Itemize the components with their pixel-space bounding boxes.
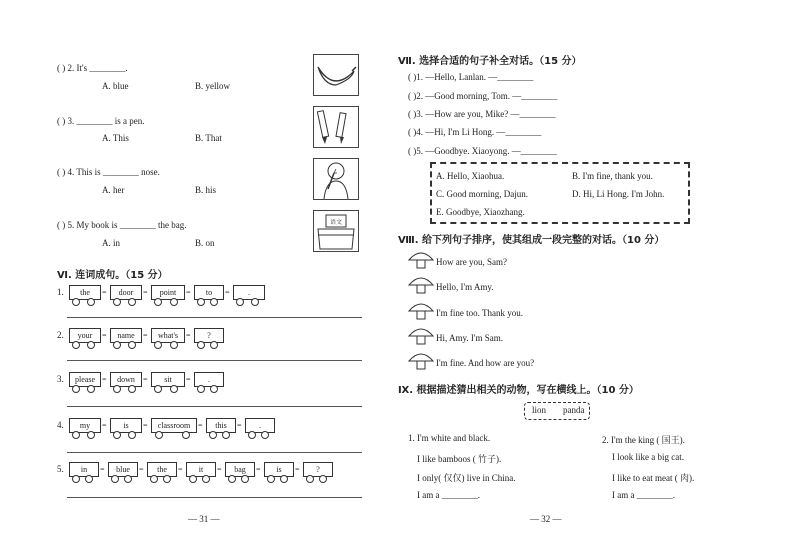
wheel	[210, 341, 218, 349]
sentence-line: Hi, Amy. I'm Sam.	[436, 333, 504, 343]
word-train-row	[57, 285, 357, 307]
wheel	[267, 475, 275, 483]
row-number: 2.	[57, 330, 64, 340]
option-d: D. Hi, Li Hong. I'm John.	[572, 189, 665, 199]
option-b: B. I'm fine, thank you.	[572, 171, 653, 181]
word-card: sit	[151, 372, 185, 387]
wheel	[154, 385, 162, 393]
wheel	[87, 341, 95, 349]
connector: =	[198, 421, 203, 430]
wheel	[128, 341, 136, 349]
mc-question-3: ( ) 3. ________ is a pen.	[57, 116, 145, 126]
riddle-line: 2. I'm the king ( 国王).	[602, 435, 685, 445]
mc-option-a: A. in	[102, 238, 120, 248]
word-card: your	[69, 328, 101, 343]
dialogue-item: ( )4. —Hi, I'm Li Hong. —________	[408, 127, 542, 137]
word-bank-item: panda	[563, 405, 585, 415]
mushroom-icon[interactable]	[408, 351, 434, 371]
word-card: .	[245, 418, 275, 433]
wheel	[113, 385, 121, 393]
answer-line[interactable]	[67, 360, 362, 361]
row-number: 1.	[57, 287, 64, 297]
dialogue-item: ( )2. —Good morning, Tom. —________	[408, 91, 558, 101]
wheel	[72, 385, 80, 393]
option-c: C. Good morning, Dajun.	[436, 189, 528, 199]
wheel	[248, 431, 256, 439]
section-6-title: Ⅵ. 连词成句。（15 分）	[57, 270, 168, 281]
wheel	[236, 298, 244, 306]
connector: =	[143, 375, 148, 384]
connector: =	[102, 288, 107, 297]
word-card: .	[233, 285, 265, 300]
wheel	[87, 431, 95, 439]
mushroom-icon[interactable]	[408, 326, 434, 346]
word-card: down	[110, 372, 142, 387]
wheel	[306, 475, 314, 483]
word-card: name	[110, 328, 142, 343]
word-card: it	[186, 462, 216, 477]
wheel	[72, 475, 80, 483]
word-card: point	[151, 285, 185, 300]
wheel	[197, 385, 205, 393]
mushroom-icon[interactable]	[408, 275, 434, 295]
sentence-line: How are you, Sam?	[436, 257, 507, 267]
word-card: blue	[108, 462, 138, 477]
word-card: bag	[225, 462, 255, 477]
wheel	[113, 298, 121, 306]
sentence-line: I'm fine. And how are you?	[436, 358, 535, 368]
wheel	[150, 475, 158, 483]
connector: =	[237, 421, 242, 430]
mc-question-4: ( ) 4. This is ________ nose.	[57, 167, 160, 177]
word-train-row	[57, 328, 357, 350]
connector: =	[186, 331, 191, 340]
wheel	[202, 475, 210, 483]
connector: =	[225, 288, 230, 297]
riddle-line: I only( 仅仅) live in China.	[417, 473, 516, 483]
dialogue-item: ( )3. —How are you, Mike? —________	[408, 109, 556, 119]
option-e: E. Goodbye, Xiaozhang.	[436, 207, 525, 217]
wheel	[170, 341, 178, 349]
wheel	[251, 298, 259, 306]
connector: =	[143, 331, 148, 340]
wheel	[155, 431, 163, 439]
mc-option-b: B. That	[195, 133, 222, 143]
word-card: please	[69, 372, 101, 387]
wheel	[72, 431, 80, 439]
section-8-title: Ⅷ. 给下列句子排序，使其组成一段完整的对话。（10 分）	[398, 235, 665, 246]
wheel	[228, 475, 236, 483]
connector: =	[139, 465, 144, 474]
wheel	[182, 431, 190, 439]
connector: =	[186, 375, 191, 384]
answer-line[interactable]	[67, 452, 362, 453]
riddle-line: I like bamboos ( 竹子).	[417, 454, 502, 464]
word-card: .	[194, 372, 224, 387]
word-card: door	[110, 285, 142, 300]
word-card: this	[206, 418, 236, 433]
row-number: 4.	[57, 420, 64, 430]
word-card: the	[69, 285, 101, 300]
riddle-answer[interactable]: I am a ________.	[612, 490, 675, 500]
word-card: is	[110, 418, 142, 433]
wheel	[189, 475, 197, 483]
connector: =	[143, 421, 148, 430]
word-bank-item: lion	[532, 405, 547, 415]
answer-line[interactable]	[67, 406, 362, 407]
wheel	[170, 298, 178, 306]
wheel	[319, 475, 327, 483]
answer-line[interactable]	[67, 317, 362, 318]
sentence-line: I'm fine too. Thank you.	[436, 308, 523, 318]
connector: =	[143, 288, 148, 297]
wheel	[72, 298, 80, 306]
mc-option-a: A. blue	[102, 81, 129, 91]
mc-option-b: B. on	[195, 238, 215, 248]
row-number: 3.	[57, 374, 64, 384]
wheel	[111, 475, 119, 483]
section-9-title: Ⅸ. 根据描述猜出相关的动物，写在横线上。（10 分）	[398, 385, 639, 396]
wheel	[154, 341, 162, 349]
word-card: ?	[303, 462, 333, 477]
page-number: — 32 —	[530, 514, 562, 524]
word-card: to	[194, 285, 224, 300]
riddle-line: I like to eat meat ( 肉).	[612, 473, 695, 483]
wheel	[209, 431, 217, 439]
wheel	[280, 475, 288, 483]
word-card: classroom	[151, 418, 197, 433]
answer-line[interactable]	[67, 497, 362, 498]
riddle-line: 1. I'm white and black.	[408, 433, 491, 443]
wheel	[170, 385, 178, 393]
connector: =	[178, 465, 183, 474]
connector: =	[295, 465, 300, 474]
wheel	[85, 475, 93, 483]
mushroom-icon[interactable]	[408, 301, 434, 321]
dialogue-item: ( )5. —Goodbye. Xiaoyong. —________	[408, 146, 557, 156]
wheel	[113, 341, 121, 349]
mc-option-b: B. yellow	[195, 81, 230, 91]
wheel	[128, 298, 136, 306]
option-a: A. Hello, Xiaohua.	[436, 171, 505, 181]
wheel	[87, 385, 95, 393]
connector: =	[102, 421, 107, 430]
word-card: ?	[194, 328, 224, 343]
word-card: the	[147, 462, 177, 477]
boy-nose-icon	[313, 158, 359, 200]
wheel	[197, 298, 205, 306]
page-number: — 31 —	[188, 514, 220, 524]
sentence-line: Hello, I'm Amy.	[436, 282, 494, 292]
pen-icon	[313, 106, 359, 148]
connector: =	[217, 465, 222, 474]
section-7-title: Ⅶ. 选择合适的句子补全对话。（15 分）	[398, 56, 582, 67]
connector: =	[102, 331, 107, 340]
word-card: my	[69, 418, 101, 433]
wheel	[261, 431, 269, 439]
banana-icon	[313, 54, 359, 96]
row-number: 5.	[57, 464, 64, 474]
mc-option-a: A. This	[102, 133, 129, 143]
riddle-line: I look like a big cat.	[612, 452, 684, 462]
word-train-row	[57, 462, 377, 484]
wheel	[113, 431, 121, 439]
word-card: in	[69, 462, 99, 477]
wheel	[241, 475, 249, 483]
book-in-bag-icon	[313, 210, 359, 252]
connector: =	[100, 465, 105, 474]
wheel	[128, 431, 136, 439]
riddle-answer[interactable]: I am a ________.	[417, 490, 480, 500]
mc-option-a: A. her	[102, 185, 125, 195]
wheel	[124, 475, 132, 483]
mc-option-b: B. his	[195, 185, 217, 195]
word-train-row	[57, 418, 357, 440]
mc-question-5: ( ) 5. My book is ________ the bag.	[57, 220, 187, 230]
connector: =	[102, 375, 107, 384]
word-card: is	[264, 462, 294, 477]
word-card: what's	[151, 328, 185, 343]
wheel	[210, 385, 218, 393]
wheel	[210, 298, 218, 306]
wheel	[197, 341, 205, 349]
wheel	[72, 341, 80, 349]
mc-question-2: ( ) 2. It's ________.	[57, 63, 128, 73]
wheel	[87, 298, 95, 306]
dialogue-item: ( )1. —Hello, Lanlan. —________	[408, 72, 534, 82]
svg-text:语文: 语文	[330, 219, 343, 226]
connector: =	[256, 465, 261, 474]
wheel	[128, 385, 136, 393]
wheel	[154, 298, 162, 306]
wheel	[163, 475, 171, 483]
connector: =	[186, 288, 191, 297]
word-train-row	[57, 372, 357, 394]
mushroom-icon[interactable]	[408, 250, 434, 270]
wheel	[222, 431, 230, 439]
